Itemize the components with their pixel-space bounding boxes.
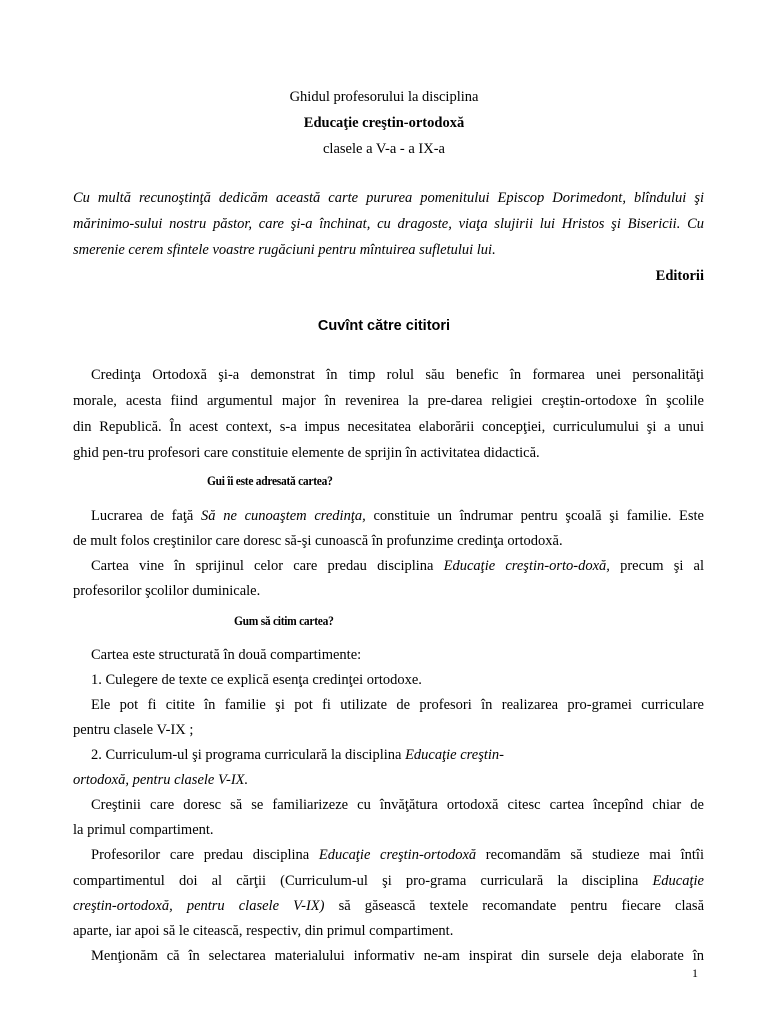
discipline-name: Educaţie creştin- xyxy=(405,747,504,763)
paragraph-line: la primul compartiment. xyxy=(73,822,214,838)
paragraph-line: ortodoxă, pentru clasele V-IX. xyxy=(73,772,249,788)
discipline-title: Educaţie creştin-ortodoxă xyxy=(303,115,465,131)
paragraph-line: ghid pen-tru profesori care constituie elemente de sprijin în activitatea didactică. xyxy=(73,445,540,461)
paragraph-line: Creştinii care doresc să se familiarizeze cu învăţătura ortodoxă citesc cartea începînd chiar de xyxy=(91,797,704,813)
paragraph-line xyxy=(73,557,704,575)
list-item xyxy=(73,746,704,764)
paragraph-line xyxy=(73,846,704,864)
paragraph-line: morale, acesta fiind argumentul major în revenirea la pre-darea religiei creştin-ortodoxe în şcolile xyxy=(73,393,704,409)
text-run: precum şi al xyxy=(609,558,704,574)
paragraph-line: aparte, iar apoi să le citească, respectiv, din primul compartiment. xyxy=(73,923,454,939)
text-run: 2. Curriculum-ul şi programa curriculară la disciplina xyxy=(91,747,406,763)
list-item: 1. Culegere de texte ce explică esenţa credinţei ortodoxe. xyxy=(91,672,422,688)
text-run: recomandăm să studieze mai întîi xyxy=(476,847,704,863)
page-number: 1 xyxy=(692,966,698,980)
paragraph-line: Ele pot fi citite în familie şi pot fi utilizate de profesori în realizarea pro-gramei curriculare xyxy=(91,697,704,713)
paragraph-line: Cartea este structurată în două compartimente: xyxy=(91,647,362,663)
text-run: Lucrarea de faţă xyxy=(91,508,202,524)
paragraph-line: de mult folos creştinilor care doresc să-şi cunoască în profunzime credinţa ortodoxă. xyxy=(73,533,563,549)
paragraph-line: profesorilor şcolilor duminicale. xyxy=(73,583,261,599)
text-run: Cartea vine în sprijinul celor care predau disciplina xyxy=(91,558,444,574)
section-heading: Gui îi este adresată cartea? xyxy=(207,474,333,488)
paragraph-line xyxy=(73,897,704,915)
dedication-line: Cu multă recunoştinţă dedicăm această carte pururea pomenitului Episcop Dorimedont, blîndului şi xyxy=(73,190,704,206)
book-title: Să ne cunoaştem credinţa, xyxy=(201,508,366,524)
text-run: să găsească textele recomandate pentru fiecare clasă xyxy=(324,898,704,914)
text-run: constituie un îndrumar pentru şcoală şi familie. Este xyxy=(365,508,704,524)
editors-signature: Editorii xyxy=(655,268,704,284)
discipline-name: Educaţie creştin-ortodoxă xyxy=(318,847,477,863)
paragraph-line: Menţionăm că în selectarea materialului informativ ne-am inspirat din sursele deja elaborate în xyxy=(91,948,704,964)
discipline-name: creştin-ortodoxă, pentru clasele V-IX) xyxy=(73,898,325,914)
discipline-name: Educaţie xyxy=(652,873,704,889)
text-run: Profesorilor care predau disciplina xyxy=(91,847,319,863)
paragraph-line xyxy=(73,872,704,890)
section-heading: Gum să citim cartea? xyxy=(234,614,334,628)
grades-line: clasele a V-a - a IX-a xyxy=(323,141,445,157)
paragraph-line xyxy=(73,507,704,525)
text-run: compartimentul doi al cărţii (Curriculum-ul şi pro-grama curriculară la disciplina xyxy=(73,873,653,889)
guide-title: Ghidul profesorului la disciplina xyxy=(289,89,479,105)
paragraph-line: din Republică. În acest context, s-a impus necesitatea elaborării concepţiei, curriculumului şi a unui xyxy=(73,419,704,435)
paragraph-line: pentru clasele V-IX ; xyxy=(73,722,194,738)
discipline-name: Educaţie creştin-orto-doxă, xyxy=(443,558,610,574)
dedication-line: mărinimo-sului nostru păstor, care şi-a închinat, cu dragoste, viaţa slujirii lui Hristos şi Bisericii. Cu xyxy=(73,216,704,232)
dedication-line: smerenie cerem sfintele voastre rugăciuni pentru mîntuirea sufletului lui. xyxy=(73,242,496,258)
paragraph-line: Credinţa Ortodoxă şi-a demonstrat în timp rolul său benefic în formarea unei personalităţi xyxy=(91,367,704,383)
page-title: Cuvînt către cititori xyxy=(317,318,451,334)
